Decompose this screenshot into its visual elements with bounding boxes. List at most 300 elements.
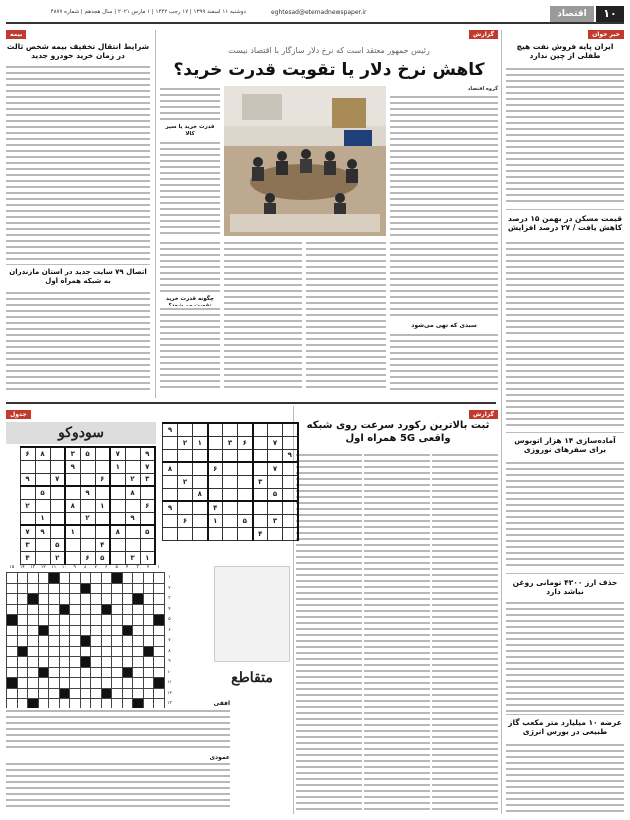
sudoku-cell[interactable] (50, 486, 65, 499)
sudoku-cell[interactable]: ۶ (238, 436, 253, 449)
sudoku-cell[interactable]: ۹ (283, 449, 298, 462)
crossword-cell[interactable] (122, 594, 133, 605)
sudoku-cell[interactable] (283, 514, 298, 527)
sudoku-cell[interactable] (193, 527, 208, 540)
sudoku-cell[interactable] (238, 462, 253, 475)
sudoku-cell[interactable]: ۸ (163, 462, 178, 475)
sudoku-cell[interactable]: ۲ (20, 499, 35, 512)
sudoku-cell[interactable] (253, 501, 268, 514)
sudoku-cell[interactable] (65, 473, 80, 486)
sudoku-cell[interactable]: ۴ (208, 501, 223, 514)
sudoku-cell[interactable] (125, 499, 140, 512)
sudoku-cell[interactable] (208, 527, 223, 540)
sudoku-cell[interactable]: ۵ (95, 551, 110, 564)
crossword-cell[interactable] (7, 625, 18, 636)
crossword-cell[interactable] (7, 667, 18, 678)
sudoku-cell[interactable]: ۸ (35, 447, 50, 460)
sudoku-cell[interactable] (223, 514, 238, 527)
crossword-cell[interactable] (70, 678, 81, 689)
crossword-cell[interactable] (91, 636, 102, 647)
crossword-cell[interactable] (59, 646, 70, 657)
sudoku-cell[interactable]: ۱ (65, 525, 80, 538)
crossword-cell[interactable] (122, 573, 133, 584)
crossword-cell[interactable] (7, 688, 18, 699)
crossword-cell[interactable] (49, 604, 60, 615)
sudoku-cell[interactable]: ۱ (110, 460, 125, 473)
sudoku-cell[interactable] (253, 488, 268, 501)
sudoku-cell[interactable] (268, 475, 283, 488)
sudoku-cell[interactable] (223, 475, 238, 488)
crossword-cell[interactable] (7, 583, 18, 594)
crossword-cell[interactable] (133, 657, 144, 668)
sudoku-cell[interactable]: ۲ (178, 475, 193, 488)
sudoku-cell[interactable] (125, 460, 140, 473)
crossword-cell[interactable] (49, 667, 60, 678)
crossword-cell[interactable] (17, 678, 28, 689)
crossword-cell[interactable] (49, 583, 60, 594)
crossword-cell[interactable] (28, 636, 39, 647)
crossword-cell[interactable] (80, 667, 91, 678)
crossword-cell[interactable] (38, 583, 49, 594)
sudoku-cell[interactable] (163, 436, 178, 449)
sudoku-cell[interactable] (125, 447, 140, 460)
crossword-cell[interactable] (91, 678, 102, 689)
crossword-cell[interactable] (122, 678, 133, 689)
sudoku-cell[interactable]: ۵ (238, 514, 253, 527)
crossword-cell[interactable] (17, 615, 28, 626)
sudoku-cell[interactable]: ۵ (268, 488, 283, 501)
sudoku-cell[interactable]: ۶ (95, 473, 110, 486)
sudoku-cell[interactable]: ۹ (140, 447, 155, 460)
sudoku-cell[interactable] (178, 462, 193, 475)
sudoku-cell[interactable]: ۹ (163, 501, 178, 514)
sudoku-cell[interactable]: ۲ (50, 551, 65, 564)
crossword-cell[interactable] (101, 594, 112, 605)
sudoku-cell[interactable] (223, 449, 238, 462)
crossword-cell[interactable] (133, 573, 144, 584)
sudoku-cell[interactable] (110, 538, 125, 551)
sudoku-cell[interactable]: ۴ (20, 551, 35, 564)
crossword-cell[interactable] (133, 636, 144, 647)
crossword-cell[interactable] (80, 594, 91, 605)
sudoku-cell[interactable]: ۱ (140, 551, 155, 564)
crossword-cell[interactable] (154, 604, 165, 615)
crossword-cell[interactable] (17, 667, 28, 678)
crossword-cell[interactable] (143, 657, 154, 668)
crossword-cell[interactable] (28, 657, 39, 668)
sudoku-cell[interactable] (208, 488, 223, 501)
sudoku-cell[interactable]: ۶ (178, 514, 193, 527)
crossword-cell[interactable] (133, 688, 144, 699)
crossword-cell[interactable] (112, 667, 123, 678)
sudoku-cell[interactable]: ۲ (178, 436, 193, 449)
sudoku-cell[interactable]: ۹ (65, 460, 80, 473)
crossword-cell[interactable] (17, 688, 28, 699)
crossword-cell[interactable] (38, 573, 49, 584)
crossword-cell[interactable] (143, 604, 154, 615)
sudoku-cell[interactable]: ۹ (35, 525, 50, 538)
crossword-cell[interactable] (133, 615, 144, 626)
crossword-cell[interactable] (154, 625, 165, 636)
sudoku-cell[interactable] (253, 449, 268, 462)
crossword-cell[interactable] (59, 678, 70, 689)
sudoku-cell[interactable] (35, 473, 50, 486)
sudoku-cell[interactable]: ۶ (20, 447, 35, 460)
crossword-cell[interactable] (101, 625, 112, 636)
sudoku-cell[interactable] (95, 486, 110, 499)
crossword-cell[interactable] (49, 636, 60, 647)
sudoku-cell[interactable]: ۷ (110, 447, 125, 460)
sudoku-cell[interactable] (163, 449, 178, 462)
crossword-cell[interactable] (28, 646, 39, 657)
crossword-cell[interactable] (70, 594, 81, 605)
crossword-cell[interactable] (17, 636, 28, 647)
crossword-cell[interactable] (38, 636, 49, 647)
sudoku-cell[interactable] (35, 460, 50, 473)
crossword-cell[interactable] (122, 657, 133, 668)
sudoku-cell[interactable] (283, 436, 298, 449)
crossword-cell[interactable] (70, 636, 81, 647)
sudoku-cell[interactable]: ۳ (65, 447, 80, 460)
sudoku-cell[interactable] (95, 447, 110, 460)
crossword-cell[interactable] (154, 646, 165, 657)
sudoku-cell[interactable]: ۳ (20, 538, 35, 551)
crossword-cell[interactable] (101, 678, 112, 689)
crossword-cell[interactable] (143, 636, 154, 647)
sudoku-cell[interactable]: ۱ (35, 512, 50, 525)
crossword-cell[interactable] (7, 646, 18, 657)
crossword-cell[interactable] (17, 583, 28, 594)
crossword-cell[interactable] (59, 594, 70, 605)
sudoku-cell[interactable] (193, 475, 208, 488)
crossword-cell[interactable] (59, 615, 70, 626)
sudoku-cell[interactable] (140, 486, 155, 499)
sudoku-cell[interactable]: ۹ (20, 473, 35, 486)
crossword-cell[interactable] (59, 657, 70, 668)
crossword-cell[interactable] (28, 688, 39, 699)
crossword-cell[interactable] (143, 667, 154, 678)
crossword-cell[interactable] (101, 667, 112, 678)
crossword-cell[interactable] (70, 688, 81, 699)
crossword-cell[interactable] (122, 646, 133, 657)
sudoku-cell[interactable] (208, 475, 223, 488)
crossword-cell[interactable] (49, 625, 60, 636)
crossword-cell[interactable] (80, 678, 91, 689)
sudoku-cell[interactable] (110, 486, 125, 499)
crossword-cell[interactable] (49, 615, 60, 626)
crossword-cell[interactable] (112, 594, 123, 605)
crossword-cell[interactable] (28, 615, 39, 626)
sudoku-cell[interactable]: ۸ (193, 488, 208, 501)
sudoku-cell[interactable] (238, 488, 253, 501)
crossword-cell[interactable] (91, 573, 102, 584)
sudoku-cell[interactable]: ۱ (193, 436, 208, 449)
sudoku-cell[interactable] (65, 486, 80, 499)
crossword-cell[interactable] (59, 636, 70, 647)
crossword-cell[interactable] (17, 625, 28, 636)
crossword-cell[interactable] (7, 604, 18, 615)
crossword-cell[interactable] (91, 604, 102, 615)
sudoku-cell[interactable] (125, 525, 140, 538)
crossword-cell[interactable] (133, 667, 144, 678)
crossword-cell[interactable] (80, 646, 91, 657)
sudoku-cell[interactable] (268, 423, 283, 436)
crossword-cell[interactable] (133, 583, 144, 594)
sudoku-cell[interactable] (35, 499, 50, 512)
sudoku-cell[interactable]: ۱ (208, 514, 223, 527)
crossword-cell[interactable] (143, 594, 154, 605)
crossword-cell[interactable] (80, 573, 91, 584)
crossword-cell[interactable] (112, 636, 123, 647)
sudoku-cell[interactable] (80, 525, 95, 538)
sudoku-cell[interactable] (268, 501, 283, 514)
crossword-cell[interactable] (112, 678, 123, 689)
sudoku-cell[interactable] (80, 538, 95, 551)
crossword-cell[interactable] (70, 667, 81, 678)
crossword-cell[interactable] (143, 615, 154, 626)
sudoku-cell[interactable] (178, 488, 193, 501)
crossword-cell[interactable] (91, 667, 102, 678)
sudoku-cell[interactable] (223, 462, 238, 475)
sudoku-cell[interactable]: ۶ (140, 499, 155, 512)
sudoku-cell[interactable] (268, 527, 283, 540)
crossword-cell[interactable] (38, 657, 49, 668)
crossword-cell[interactable] (70, 583, 81, 594)
sudoku-cell[interactable] (268, 449, 283, 462)
crossword-cell[interactable] (7, 594, 18, 605)
crossword-cell[interactable] (28, 583, 39, 594)
crossword-cell[interactable] (91, 594, 102, 605)
sudoku-cell[interactable]: ۴ (253, 527, 268, 540)
sudoku-cell[interactable] (20, 486, 35, 499)
sudoku-cell[interactable] (238, 475, 253, 488)
sudoku-cell[interactable] (283, 488, 298, 501)
sudoku-cell[interactable] (50, 447, 65, 460)
sudoku-cell[interactable]: ۹ (125, 512, 140, 525)
sudoku-cell[interactable] (193, 514, 208, 527)
sudoku-cell[interactable] (20, 512, 35, 525)
crossword-cell[interactable] (91, 625, 102, 636)
crossword-cell[interactable] (80, 615, 91, 626)
sudoku-cell[interactable] (253, 436, 268, 449)
crossword-cell[interactable] (28, 625, 39, 636)
sudoku-cell[interactable] (223, 423, 238, 436)
sudoku-cell[interactable] (125, 538, 140, 551)
sudoku-cell[interactable] (110, 512, 125, 525)
sudoku-cell[interactable]: ۳ (253, 475, 268, 488)
sudoku-cell[interactable]: ۹ (163, 423, 178, 436)
crossword-cell[interactable] (101, 646, 112, 657)
sudoku-cell[interactable]: ۴ (95, 538, 110, 551)
sudoku-cell[interactable] (253, 462, 268, 475)
sudoku-cell[interactable] (35, 538, 50, 551)
crossword-cell[interactable] (112, 615, 123, 626)
crossword-cell[interactable] (49, 688, 60, 699)
crossword-cell[interactable] (59, 667, 70, 678)
crossword-cell[interactable] (91, 688, 102, 699)
crossword-cell[interactable] (91, 583, 102, 594)
sudoku-cell[interactable]: ۳ (125, 551, 140, 564)
sudoku-cell[interactable] (178, 501, 193, 514)
crossword-cell[interactable] (70, 646, 81, 657)
sudoku-cell[interactable] (50, 525, 65, 538)
sudoku-cell[interactable]: ۷ (50, 473, 65, 486)
sudoku-cell[interactable] (178, 527, 193, 540)
crossword-cell[interactable] (112, 604, 123, 615)
crossword-cell[interactable] (80, 604, 91, 615)
crossword-cell[interactable] (154, 583, 165, 594)
sudoku-cell[interactable] (193, 462, 208, 475)
sudoku-cell[interactable]: ۸ (110, 525, 125, 538)
sudoku-cell[interactable] (80, 473, 95, 486)
crossword-cell[interactable] (70, 615, 81, 626)
sudoku-cell[interactable]: ۲ (80, 512, 95, 525)
sudoku-cell[interactable] (238, 449, 253, 462)
crossword-cell[interactable] (122, 604, 133, 615)
sudoku-cell[interactable]: ۳ (268, 514, 283, 527)
sudoku-cell[interactable]: ۵ (80, 447, 95, 460)
sudoku-cell[interactable] (208, 423, 223, 436)
crossword-cell[interactable] (38, 615, 49, 626)
crossword-cell[interactable] (91, 615, 102, 626)
crossword-cell[interactable] (38, 688, 49, 699)
sudoku-cell[interactable]: ۹ (80, 486, 95, 499)
crossword-cell[interactable] (133, 625, 144, 636)
sudoku-cell[interactable] (238, 501, 253, 514)
crossword-cell[interactable] (101, 615, 112, 626)
sudoku-cell[interactable] (50, 460, 65, 473)
sudoku-cell[interactable]: ۵ (35, 486, 50, 499)
sudoku-cell[interactable] (283, 462, 298, 475)
sudoku-cell[interactable]: ۷ (268, 436, 283, 449)
sudoku-cell[interactable]: ۷ (268, 462, 283, 475)
crossword-cell[interactable] (91, 657, 102, 668)
crossword-cell[interactable] (59, 625, 70, 636)
crossword-cell[interactable] (70, 604, 81, 615)
crossword-cell[interactable] (7, 573, 18, 584)
crossword-cell[interactable] (101, 636, 112, 647)
crossword-cell[interactable] (49, 678, 60, 689)
crossword-cell[interactable] (17, 657, 28, 668)
crossword-cell[interactable] (49, 646, 60, 657)
sudoku-cell[interactable]: ۸ (65, 499, 80, 512)
crossword-cell[interactable] (101, 573, 112, 584)
crossword-cell[interactable] (143, 583, 154, 594)
crossword-cell[interactable] (101, 583, 112, 594)
crossword-cell[interactable] (143, 678, 154, 689)
crossword-cell[interactable] (133, 678, 144, 689)
sudoku-cell[interactable] (163, 488, 178, 501)
crossword-cell[interactable] (17, 573, 28, 584)
crossword-cell[interactable] (143, 688, 154, 699)
crossword-cell[interactable] (101, 657, 112, 668)
sudoku-cell[interactable] (283, 475, 298, 488)
sudoku-cell[interactable] (238, 423, 253, 436)
sudoku-cell[interactable] (95, 460, 110, 473)
sudoku-cell[interactable] (193, 501, 208, 514)
sudoku-cell[interactable]: ۸ (125, 486, 140, 499)
sudoku-cell[interactable] (110, 499, 125, 512)
sudoku-cell[interactable] (80, 460, 95, 473)
crossword-cell[interactable] (28, 678, 39, 689)
crossword-cell[interactable] (17, 604, 28, 615)
sudoku-cell[interactable] (80, 499, 95, 512)
sudoku-cell[interactable] (140, 538, 155, 551)
crossword-cell[interactable] (154, 594, 165, 605)
sudoku-cell[interactable]: ۵ (140, 525, 155, 538)
crossword-cell[interactable] (91, 646, 102, 657)
sudoku-cell[interactable]: ۵ (50, 538, 65, 551)
sudoku-cell[interactable] (253, 514, 268, 527)
crossword-cell[interactable] (122, 688, 133, 699)
sudoku-cell[interactable] (193, 449, 208, 462)
crossword-cell[interactable] (154, 667, 165, 678)
sudoku-cell[interactable] (65, 512, 80, 525)
sudoku-cell[interactable]: ۷ (20, 525, 35, 538)
sudoku-cell[interactable] (95, 512, 110, 525)
crossword-cell[interactable] (28, 604, 39, 615)
crossword-cell[interactable] (38, 678, 49, 689)
sudoku-cell[interactable] (253, 423, 268, 436)
sudoku-cell[interactable]: ۶ (208, 462, 223, 475)
crossword-cell[interactable] (154, 636, 165, 647)
sudoku-cell[interactable] (208, 436, 223, 449)
sudoku-cell[interactable]: ۳ (223, 436, 238, 449)
crossword-cell[interactable] (49, 657, 60, 668)
sudoku-cell[interactable]: ۶ (80, 551, 95, 564)
crossword-cell[interactable] (28, 667, 39, 678)
crossword-cell[interactable] (28, 573, 39, 584)
crossword-cell[interactable] (70, 657, 81, 668)
sudoku-cell[interactable] (163, 514, 178, 527)
sudoku-cell[interactable]: ۳ (140, 473, 155, 486)
sudoku-cell[interactable] (283, 527, 298, 540)
sudoku-cell[interactable]: ۱ (95, 499, 110, 512)
crossword-cell[interactable] (49, 594, 60, 605)
sudoku-cell[interactable] (193, 423, 208, 436)
crossword-cell[interactable] (154, 657, 165, 668)
sudoku-cell[interactable] (208, 449, 223, 462)
sudoku-cell[interactable] (283, 423, 298, 436)
crossword-cell[interactable] (70, 573, 81, 584)
crossword-cell[interactable] (80, 688, 91, 699)
sudoku-cell[interactable] (223, 527, 238, 540)
sudoku-cell[interactable] (140, 512, 155, 525)
crossword-cell[interactable] (7, 657, 18, 668)
sudoku-cell[interactable] (223, 501, 238, 514)
crossword-cell[interactable] (80, 625, 91, 636)
crossword-cell[interactable] (38, 604, 49, 615)
crossword-cell[interactable] (143, 625, 154, 636)
crossword-cell[interactable] (38, 594, 49, 605)
sudoku-cell[interactable] (95, 525, 110, 538)
sudoku-cell[interactable] (178, 449, 193, 462)
crossword-cell[interactable] (122, 636, 133, 647)
crossword-cell[interactable] (133, 604, 144, 615)
crossword-cell[interactable] (154, 688, 165, 699)
crossword-cell[interactable] (133, 646, 144, 657)
crossword-cell[interactable] (112, 646, 123, 657)
crossword-cell[interactable] (17, 594, 28, 605)
sudoku-cell[interactable]: ۲ (125, 473, 140, 486)
sudoku-cell[interactable] (20, 460, 35, 473)
crossword-cell[interactable] (70, 625, 81, 636)
crossword-cell[interactable] (38, 646, 49, 657)
sudoku-cell[interactable]: ۷ (140, 460, 155, 473)
crossword-cell[interactable] (112, 657, 123, 668)
sudoku-cell[interactable] (163, 475, 178, 488)
sudoku-cell[interactable] (50, 512, 65, 525)
